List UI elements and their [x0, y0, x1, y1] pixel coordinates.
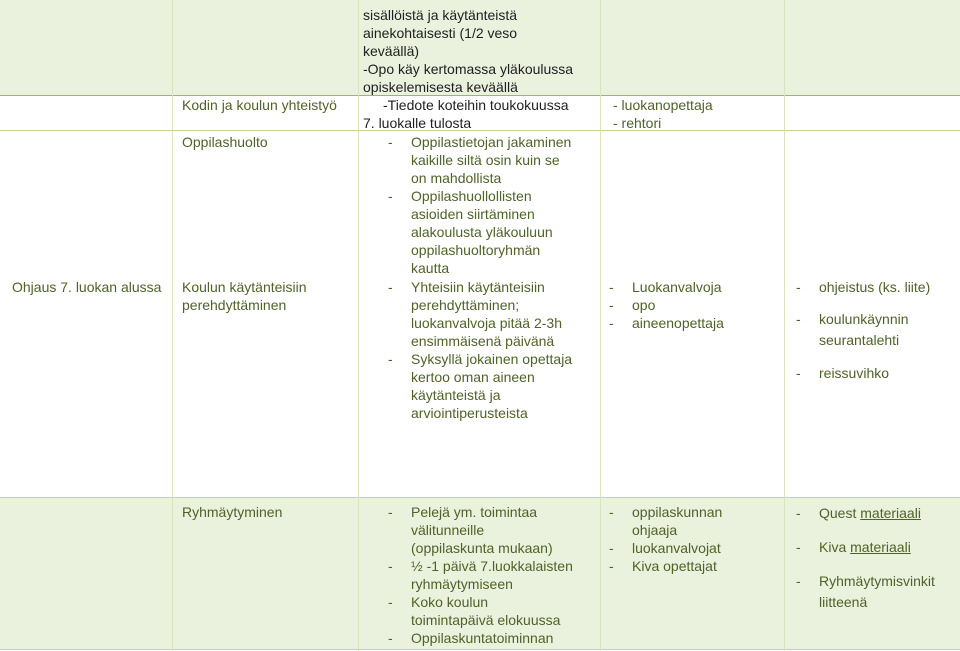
responsible-item [609, 539, 722, 557]
material-prefix: Kiva [819, 539, 851, 555]
item-line: (oppilaskunta mukaan) [411, 540, 553, 556]
dash-bullet: - [796, 505, 801, 521]
topic-oppilashuolto: Oppilashuolto [182, 134, 268, 150]
dash-bullet: - [388, 279, 393, 295]
item-line: kautta [411, 260, 450, 276]
dash-bullet: - [609, 504, 614, 520]
item-line: välitunneille [411, 522, 485, 538]
list-item [388, 593, 573, 629]
responsible-item: - luokanopettaja [613, 97, 713, 113]
content-line: sisällöistä ja käytänteistä [363, 7, 518, 23]
dash-bullet: - [388, 594, 393, 610]
list-item [388, 503, 573, 557]
kaytanteet-responsible-list [609, 278, 724, 332]
dash-bullet: - [388, 504, 393, 520]
dash-bullet: - [388, 188, 393, 204]
material-line: Ryhmäytymisvinkit [819, 573, 935, 589]
topic-line: Koulun käytänteisiin [182, 279, 307, 295]
content-line: opiskelemisesta keväällä [363, 79, 518, 95]
responsible-line: luokanvalvojat [632, 540, 721, 556]
ryhmaytyminen-list [388, 503, 573, 647]
kaytanteet-materials-list [796, 278, 930, 382]
dash-bullet: - [609, 297, 614, 313]
oppilashuolto-list [388, 133, 571, 277]
content-line: -Opo käy kertomassa yläkoulussa [363, 61, 574, 77]
item-line: toimintapäivä elokuussa [411, 612, 561, 628]
column-divider [600, 0, 601, 651]
dash-bullet: - [796, 573, 801, 589]
ryhmaytyminen-materials-list [796, 503, 935, 613]
dash-bullet: - [609, 540, 614, 556]
material-link[interactable]: materiaali [860, 505, 921, 521]
item-line: on mahdollista [411, 170, 502, 186]
material-prefix: Quest [819, 505, 861, 521]
item-line: Koko koulun [411, 594, 489, 610]
responsible-text: aineenopettaja [632, 315, 724, 331]
material-item [796, 503, 935, 524]
dash-bullet: - [388, 630, 393, 646]
material-item [796, 278, 930, 296]
item-line: Yhteisiin käytänteisiin [411, 279, 545, 295]
kodin-content [363, 96, 569, 132]
dash-bullet: - [388, 351, 393, 367]
responsible-line: ohjaaja [632, 522, 678, 538]
topic-ryhmaytyminen: Ryhmäytyminen [182, 504, 283, 520]
item-line: asioiden siirtäminen [411, 206, 535, 222]
item-line: alakoulusta yläkouluun [411, 224, 553, 240]
responsible-item [609, 278, 724, 296]
item-line: Oppilastietojan jakaminen [411, 134, 572, 150]
item-line: ½ -1 päivä 7.luokkalaisten [411, 558, 573, 574]
material-link[interactable]: materiaali [850, 539, 911, 555]
material-item [796, 571, 935, 613]
ryhmaytyminen-responsible-list [609, 503, 722, 575]
responsible-item: - rehtori [613, 115, 662, 131]
material-line: liitteenä [819, 594, 868, 610]
kaytanteet-list [388, 278, 572, 422]
dash-bullet: - [796, 279, 801, 295]
item-line: käytänteistä ja [411, 387, 501, 403]
list-item [388, 133, 571, 187]
dash-bullet: - [609, 279, 614, 295]
responsible-text: Luokanvalvoja [632, 279, 722, 295]
dash-bullet: - [609, 558, 614, 574]
topic-kodin-ja-koulun-yhteistyo: Kodin ja koulun yhteistyö [182, 97, 337, 113]
material-line: reissuvihko [819, 365, 890, 381]
row-divider [0, 497, 960, 498]
dash-bullet: - [796, 311, 801, 327]
list-item [388, 629, 573, 647]
column-divider [172, 0, 173, 651]
item-line: ryhmäytymiseen [411, 576, 513, 592]
item-line: ensimmäisenä päivänä [411, 333, 555, 349]
item-line: Syksyllä jokainen opettaja [411, 351, 573, 367]
material-item [796, 364, 930, 382]
responsible-item [609, 557, 722, 575]
item-line: Oppilashuollollisten [411, 188, 532, 204]
section-title: Ohjaus 7. luokan alussa [12, 279, 162, 295]
item-line: oppilashuoltoryhmän [411, 242, 541, 258]
dash-bullet: - [796, 365, 801, 381]
item-line: kertoo oman aineen [411, 369, 535, 385]
content-line: ainekohtaisesti (1/2 veso [363, 25, 518, 41]
material-line: ohjeistus (ks. liite) [819, 279, 931, 295]
list-item [388, 557, 573, 593]
dash-bullet: - [796, 539, 801, 555]
item-line: kaikille siltä osin kuin se [411, 152, 560, 168]
responsible-text: opo [632, 297, 656, 313]
list-item [388, 278, 572, 350]
item-line: Pelejä ym. toimintaa [411, 504, 538, 520]
content-line: -Tiedote koteihin toukokuussa [383, 97, 569, 113]
content-line: 7. luokalle tulosta [363, 115, 472, 131]
material-line: koulunkäynnin [819, 311, 909, 327]
item-line: perehdyttäminen; [411, 297, 520, 313]
responsible-item [609, 503, 722, 539]
item-line: Oppilaskuntatoiminnan [411, 630, 554, 646]
list-item [388, 350, 572, 422]
column-divider [358, 0, 359, 651]
responsible-line: oppilaskunnan [632, 504, 723, 520]
dash-bullet: - [609, 315, 614, 331]
list-item [388, 187, 571, 277]
material-line: seurantalehti [819, 332, 900, 348]
item-line: arviointiperusteista [411, 405, 528, 421]
responsible-item [609, 296, 724, 314]
material-item [796, 309, 930, 351]
responsible-line: Kiva opettajat [632, 558, 717, 574]
dash-bullet: - [388, 558, 393, 574]
content-line: keväällä) [363, 43, 420, 59]
column-divider [784, 0, 785, 651]
responsible-item [609, 314, 724, 332]
row-divider [0, 649, 960, 650]
material-item [796, 537, 935, 558]
top-content [363, 6, 573, 96]
dash-bullet: - [388, 134, 393, 150]
topic-koulun-kaytanteisiin [182, 278, 307, 314]
topic-line: perehdyttäminen [182, 297, 287, 313]
item-line: luokanvalvoja pitää 2-3h [411, 315, 562, 331]
kodin-responsible [613, 96, 713, 132]
